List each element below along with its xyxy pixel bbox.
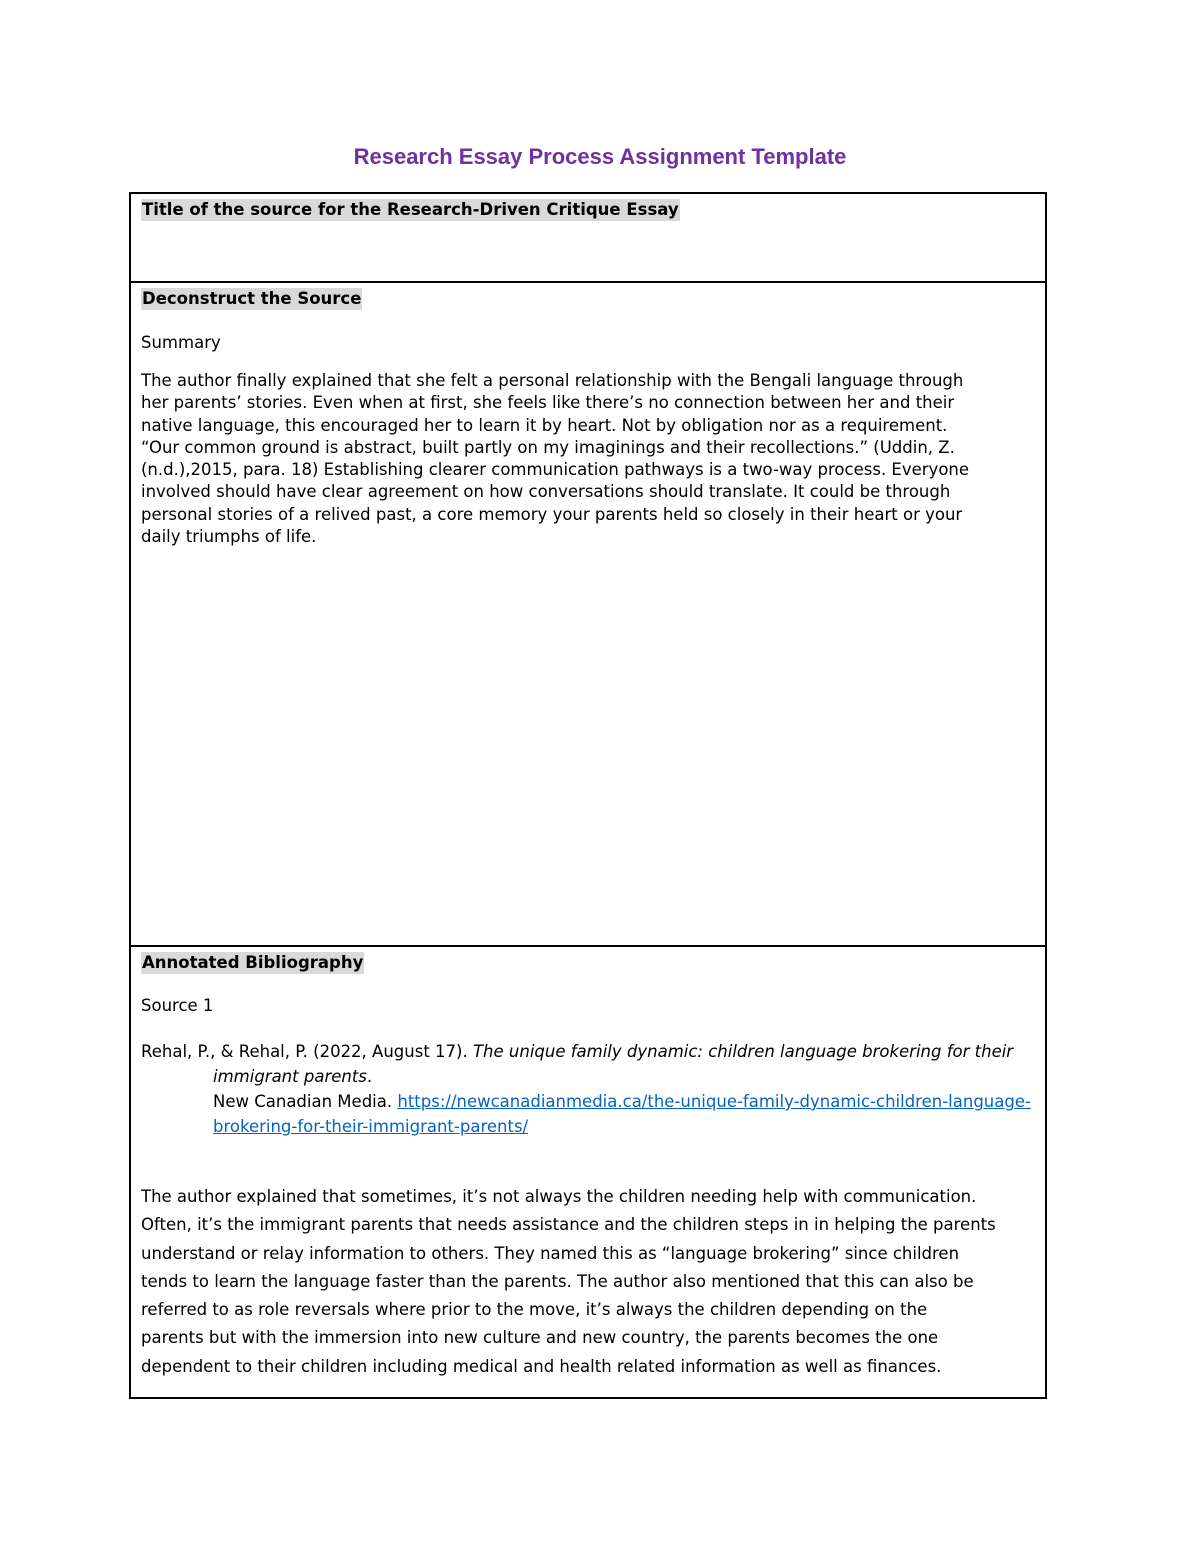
citation-publisher-line xyxy=(213,1089,1035,1139)
deconstruct-heading: Deconstruct the Source xyxy=(142,289,362,308)
summary-text: The author finally explained that she felt a personal relationship with the Bengali language through her parents’ stories. Even when at first, she feels like there’s no connection between her and their native language, this encouraged her to learn it by heart. Not by obligation nor as a requirement. “Our common ground is abstract, built partly on my imaginings and their recollections.” (Uddin, Z. (n.d.),2015, para. 18) Establishing clearer communication pathways is a two-way process. Everyone involved should have clear agreement on how conversations should translate. It could be through personal stories of a relived past, a core memory your parents held so closely in their heart or your daily triumphs of life. xyxy=(141,371,970,547)
citation-url-link[interactable]: https://newcanadianmedia.ca/the-unique-family-dynamic-children-language-brokering-for-their-immigrant-parents/ xyxy=(213,1092,1031,1136)
assignment-template-table xyxy=(129,192,1047,1399)
citation xyxy=(141,1039,1035,1139)
annotation-text: The author explained that sometimes, it’s not always the children needing help with communication. Often, it’s the immigrant parents that needs assistance and the children steps in in helping the parents understand or relay information to others. They named this as “language brokering” since children tends to learn the language faster than the parents. The author also mentioned that this can also be referred to as role reversals where prior to the move, it’s always the children depending on the parents but with the immersion into new culture and new country, the parents becomes the one dependent to their children including medical and health related information as well as finances. xyxy=(141,1187,996,1376)
source-title-cell[interactable] xyxy=(131,194,1045,283)
citation-title: The unique family dynamic: children language brokering for their immigrant parents xyxy=(213,1042,1014,1086)
source-title-heading: Title of the source for the Research-Driven Critique Essay xyxy=(142,200,679,219)
citation-authors: Rehal, P., & Rehal, P. (2022, August 17). xyxy=(141,1042,473,1061)
citation-publisher: New Canadian Media. xyxy=(213,1092,398,1111)
citation-title-end: . xyxy=(366,1067,373,1086)
annotated-bibliography-heading: Annotated Bibliography xyxy=(142,953,364,972)
source-label: Source 1 xyxy=(141,996,214,1015)
summary-label: Summary xyxy=(141,333,221,352)
deconstruct-source-cell[interactable] xyxy=(131,283,1045,947)
annotated-bibliography-cell[interactable] xyxy=(131,947,1045,1397)
page-title: Research Essay Process Assignment Template xyxy=(353,144,847,169)
